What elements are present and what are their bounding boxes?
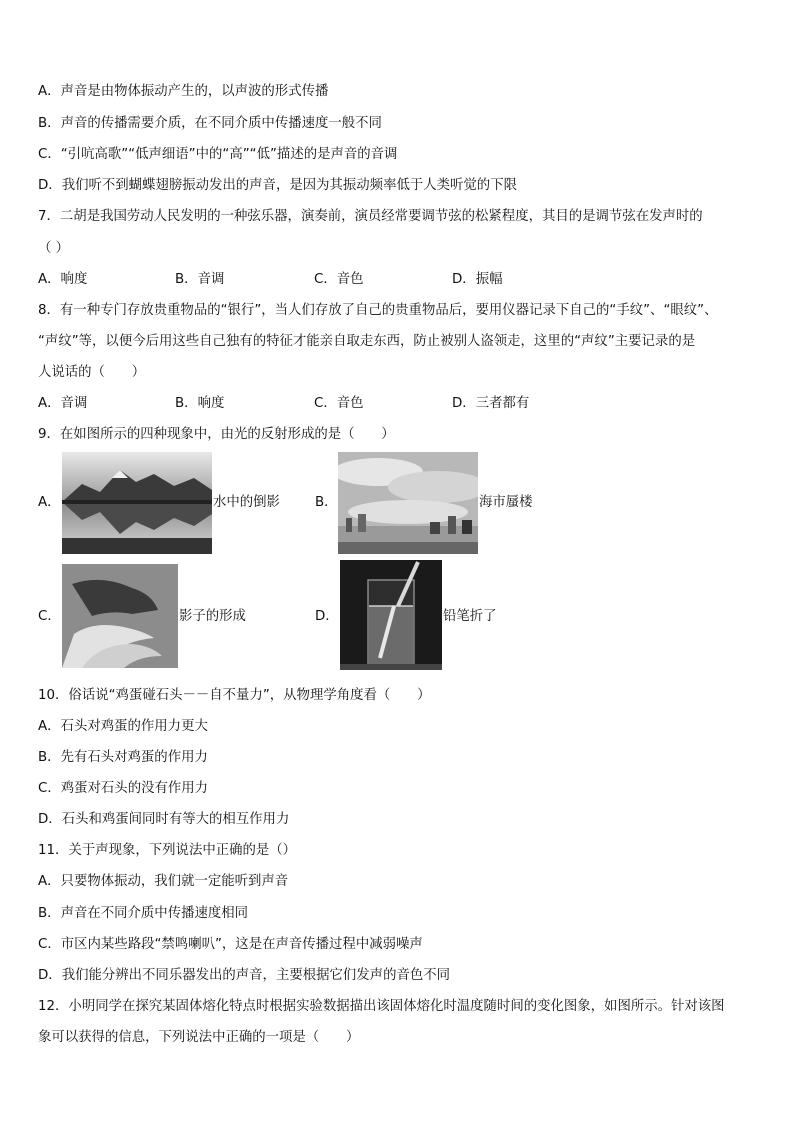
q9-option-c-label: C． [38, 609, 61, 624]
q8-option-a: A．音调 [38, 396, 88, 411]
q7-option-c: C．音色 [314, 272, 364, 287]
q8-stem-line3: 人说话的（ ） [38, 365, 146, 380]
q9-row-ab [0, 450, 794, 555]
q9-option-a-caption: 水中的倒影 [213, 495, 280, 510]
q11-option-b: B．声音在不同介质中传播速度相同 [38, 906, 249, 921]
q10-option-a: A．石头对鸡蛋的作用力更大 [38, 719, 208, 734]
q8-option-d: D．三者都有 [452, 396, 530, 411]
q8-stem-line1: 8．有一种专门存放贵重物品的“银行”，当人们存放了自己的贵重物品后，要用仪器记录下自己的“手纹”、“眼纹”、 [38, 303, 718, 318]
q7-option-b: B．音调 [175, 272, 225, 287]
q9-option-b-label: B． [315, 495, 338, 510]
q10-option-b: B．先有石头对鸡蛋的作用力 [38, 750, 208, 765]
q7-option-d: D．振幅 [452, 272, 503, 287]
q9-option-b-caption: 海市蜃楼 [479, 495, 533, 510]
q8-option-b: B．响度 [175, 396, 225, 411]
reflection-image [62, 452, 212, 554]
q11-option-a: A．只要物体振动，我们就一定能听到声音 [38, 874, 289, 889]
q6-option-d: D．我们听不到蝴蝶翅膀振动发出的声音，是因为其振动频率低于人类听觉的下限 [38, 178, 517, 193]
q9-row-cd [0, 560, 794, 672]
q12-stem-line1: 12．小明同学在探究某固体熔化特点时根据实验数据描出该固体熔化时温度随时间的变化图象，如图所示。针对该图 [38, 999, 725, 1014]
q9-stem: 9．在如图所示的四种现象中，由光的反射形成的是（ ） [38, 427, 395, 442]
q12-stem-line2: 象可以获得的信息，下列说法中正确的一项是（ ） [38, 1030, 360, 1045]
q11-option-d: D．我们能分辨出不同乐器发出的声音，主要根据它们发声的音色不同 [38, 968, 451, 983]
q10-stem: 10．俗话说“鸡蛋碰石头－－自不量力”，从物理学角度看（ ） [38, 688, 431, 703]
q6-option-a: A．声音是由物体振动产生的，以声波的形式传播 [38, 84, 329, 99]
mirage-image [338, 452, 478, 554]
q8-stem-line2: “声纹”等，以便今后用这些自己独有的特征才能亲自取走东西，防止被别人盗领走，这里的“声纹”主要记录的是 [38, 334, 696, 349]
q7-stem-line1: 7．二胡是我国劳动人民发明的一种弦乐器，演奏前，演员经常要调节弦的松紧程度，其目的是调节弦在发声时的 [38, 209, 703, 224]
q9-option-a-label: A． [38, 495, 61, 510]
q9-option-d-label: D． [315, 609, 339, 624]
hand-shadow-image [62, 564, 178, 668]
q6-option-b: B．声音的传播需要介质，在不同介质中传播速度一般不同 [38, 116, 382, 131]
q9-option-c-caption: 影子的形成 [179, 609, 246, 624]
q7-stem-line2: （ ） [38, 241, 70, 256]
q10-option-d: D．石头和鸡蛋间同时有等大的相互作用力 [38, 812, 290, 827]
bent-pencil-image [340, 560, 442, 670]
q8-option-c: C．音色 [314, 396, 364, 411]
q9-option-d-caption: 铅笔折了 [443, 609, 497, 624]
q10-option-c: C．鸡蛋对石头的没有作用力 [38, 781, 209, 796]
q11-stem: 11．关于声现象，下列说法中正确的是（） [38, 843, 297, 858]
q7-option-a: A．响度 [38, 272, 88, 287]
q11-option-c: C．市区内某些路段“禁鸣喇叭”，这是在声音传播过程中减弱噪声 [38, 937, 423, 952]
q6-option-c: C．“引吭高歌”“低声细语”中的“高”“低”描述的是声音的音调 [38, 147, 398, 162]
